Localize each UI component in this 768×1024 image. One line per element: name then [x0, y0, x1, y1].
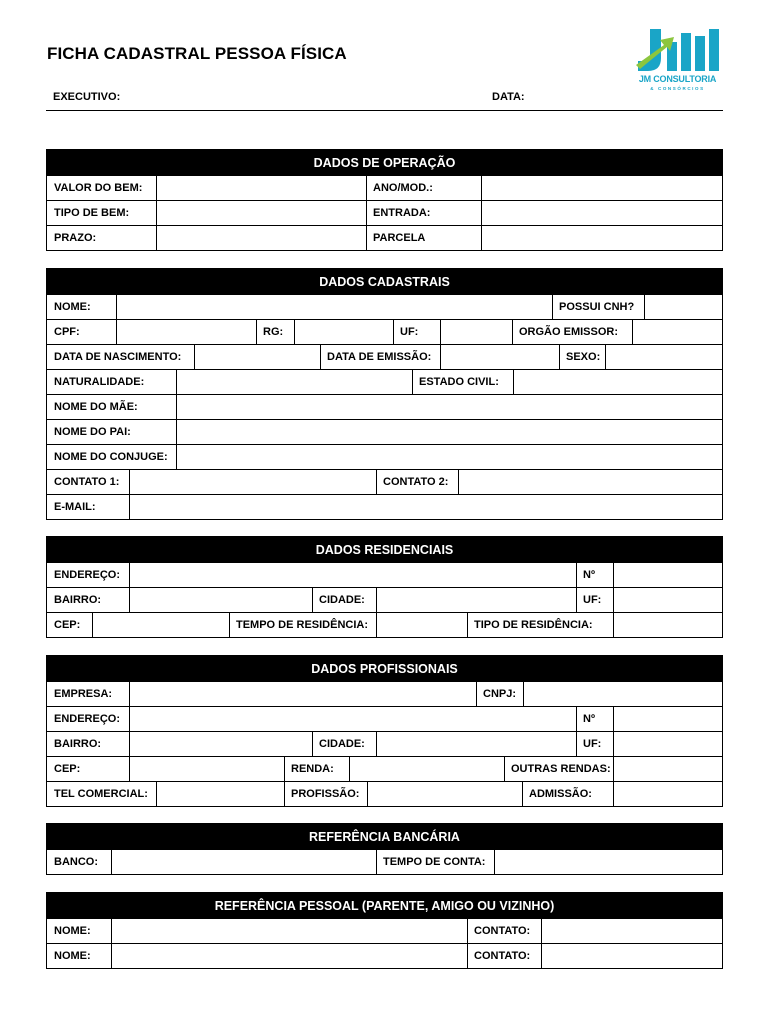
logo-name: JM CONSULTORIA: [638, 74, 717, 84]
numero-label: Nº: [583, 569, 595, 581]
cep-label: CEP:: [54, 619, 81, 631]
section-dados-residenciais: [46, 536, 723, 638]
tipo-bem-field[interactable]: [156, 201, 366, 225]
numero-field[interactable]: [613, 563, 722, 587]
endereco-field[interactable]: [129, 563, 576, 587]
data-emissao-field[interactable]: [440, 345, 559, 369]
valor-bem-field[interactable]: [156, 176, 366, 200]
form-row: [47, 943, 722, 968]
ref-nome-field[interactable]: [111, 919, 467, 943]
section-body: [47, 681, 722, 806]
ref-nome-label: NOME:: [54, 950, 91, 962]
estado-civil-field[interactable]: [513, 370, 722, 394]
section-dados-cadastrais: [46, 268, 723, 520]
cidade-field[interactable]: [376, 732, 576, 756]
form-row: [47, 294, 722, 319]
uf-field[interactable]: [440, 320, 512, 344]
parcela-field[interactable]: [481, 226, 722, 250]
section-referencia-bancaria: [46, 823, 723, 875]
uf-field[interactable]: [613, 732, 722, 756]
cpf-field[interactable]: [116, 320, 256, 344]
email-field[interactable]: [129, 495, 722, 519]
cpf-label: CPF:: [54, 326, 80, 338]
contato1-field[interactable]: [129, 470, 376, 494]
prazo-field[interactable]: [156, 226, 366, 250]
tipo-residencia-label: TIPO DE RESIDÊNCIA:: [474, 619, 593, 631]
form-row: [47, 444, 722, 469]
cidade-field[interactable]: [376, 588, 576, 612]
ref-contato-label: CONTATO:: [474, 950, 531, 962]
tempo-conta-field[interactable]: [494, 850, 722, 874]
orgao-emissor-label: ORGÃO EMISSOR:: [519, 326, 619, 338]
ref-contato-label: CONTATO:: [474, 925, 531, 937]
form-row: [47, 706, 722, 731]
numero-label: Nº: [583, 713, 595, 725]
possui-cnh-field[interactable]: [644, 295, 722, 319]
form-row: [47, 681, 722, 706]
section-title: REFERÊNCIA PESSOAL (PARENTE, AMIGO OU VIZINHO): [47, 893, 722, 918]
section-title: REFERÊNCIA BANCÁRIA: [47, 824, 722, 849]
form-row: [47, 612, 722, 637]
renda-label: RENDA:: [291, 763, 334, 775]
ano-mod-field[interactable]: [481, 176, 722, 200]
orgao-emissor-field[interactable]: [632, 320, 722, 344]
nome-conjuge-field[interactable]: [176, 445, 722, 469]
section-title: DADOS PROFISSIONAIS: [47, 656, 722, 681]
form-row: [47, 344, 722, 369]
rg-field[interactable]: [294, 320, 393, 344]
nome-label: NOME:: [54, 301, 91, 313]
tempo-residencia-field[interactable]: [376, 613, 467, 637]
tel-comercial-label: TEL COMERCIAL:: [54, 788, 148, 800]
endereco-label: ENDEREÇO:: [54, 713, 121, 725]
valor-bem-label: VALOR DO BEM:: [54, 182, 143, 194]
form-row: [47, 469, 722, 494]
possui-cnh-label: POSSUI CNH?: [559, 301, 635, 313]
outras-rendas-label: OUTRAS RENDAS:: [511, 763, 611, 775]
cep-label: CEP:: [54, 763, 81, 775]
empresa-label: EMPRESA:: [54, 688, 113, 700]
nome-mae-label: NOME DO MÃE:: [54, 401, 138, 413]
data-nascimento-field[interactable]: [194, 345, 320, 369]
section-body: [47, 562, 722, 637]
section-body: [47, 849, 722, 874]
naturalidade-field[interactable]: [176, 370, 412, 394]
form-row: [47, 319, 722, 344]
logo-subtitle: & CONSÓRCIOS: [650, 86, 705, 91]
empresa-field[interactable]: [129, 682, 476, 706]
section-body: [47, 918, 722, 968]
parcela-label: PARCELA: [373, 232, 426, 244]
bairro-field[interactable]: [129, 588, 312, 612]
form-row: [47, 781, 722, 806]
admissao-label: ADMISSÃO:: [529, 788, 592, 800]
uf-label: UF:: [583, 738, 602, 750]
bairro-field[interactable]: [129, 732, 312, 756]
admissao-field[interactable]: [613, 782, 722, 806]
ref-contato-field[interactable]: [541, 919, 722, 943]
nome-conjuge-label: NOME DO CONJUGE:: [54, 451, 168, 463]
header-divider: [46, 110, 723, 111]
data-label: DATA:: [492, 91, 525, 103]
tel-comercial-field[interactable]: [156, 782, 284, 806]
ref-contato-field[interactable]: [541, 944, 722, 968]
cidade-label: CIDADE:: [319, 738, 365, 750]
email-label: E-MAIL:: [54, 501, 96, 513]
ano-mod-label: ANO/MOD.:: [373, 182, 433, 194]
form-row: [47, 587, 722, 612]
cep-field[interactable]: [129, 757, 284, 781]
ref-nome-label: NOME:: [54, 925, 91, 937]
renda-field[interactable]: [349, 757, 504, 781]
section-dados-operacao: [46, 149, 723, 251]
nome-field[interactable]: [116, 295, 552, 319]
nome-pai-field[interactable]: [176, 420, 722, 444]
nome-mae-field[interactable]: [176, 395, 722, 419]
company-logo: [630, 25, 725, 97]
form-row: [47, 849, 722, 874]
page-title: FICHA CADASTRAL PESSOA FÍSICA: [47, 44, 347, 63]
section-body: [47, 294, 722, 519]
tipo-bem-label: TIPO DE BEM:: [54, 207, 130, 219]
section-referencia-pessoal: [46, 892, 723, 969]
executivo-label: EXECUTIVO:: [53, 91, 121, 103]
contato1-label: CONTATO 1:: [54, 476, 120, 488]
section-title: DADOS CADASTRAIS: [47, 269, 722, 294]
tipo-residencia-field[interactable]: [613, 613, 722, 637]
banco-label: BANCO:: [54, 856, 98, 868]
endereco-label: ENDEREÇO:: [54, 569, 121, 581]
tempo-residencia-label: TEMPO DE RESIDÊNCIA:: [236, 619, 369, 631]
form-row: [47, 394, 722, 419]
banco-field[interactable]: [111, 850, 376, 874]
outras-rendas-field[interactable]: [613, 757, 722, 781]
estado-civil-label: ESTADO CIVIL:: [419, 376, 499, 388]
bairro-label: BAIRRO:: [54, 594, 102, 606]
cnpj-label: CNPJ:: [483, 688, 517, 700]
form-row: [47, 731, 722, 756]
uf-label: UF:: [583, 594, 602, 606]
sexo-field[interactable]: [605, 345, 722, 369]
form-row: [47, 562, 722, 587]
sexo-label: SEXO:: [566, 351, 601, 363]
contato2-label: CONTATO 2:: [383, 476, 449, 488]
cnpj-field[interactable]: [523, 682, 722, 706]
contato2-field[interactable]: [458, 470, 722, 494]
tempo-conta-label: TEMPO DE CONTA:: [383, 856, 486, 868]
section-body: [47, 175, 722, 250]
data-emissao-label: DATA DE EMISSÃO:: [327, 351, 432, 363]
profissao-field[interactable]: [367, 782, 522, 806]
form-row: [47, 918, 722, 943]
form-row: [47, 756, 722, 781]
ref-nome-field[interactable]: [111, 944, 467, 968]
section-dados-profissionais: [46, 655, 723, 807]
logo-mark-icon: [630, 25, 725, 75]
bairro-label: BAIRRO:: [54, 738, 102, 750]
data-nascimento-label: DATA DE NASCIMENTO:: [54, 351, 182, 363]
form-row: [47, 200, 722, 225]
form-row: [47, 419, 722, 444]
section-title: DADOS RESIDENCIAIS: [47, 537, 722, 562]
cidade-label: CIDADE:: [319, 594, 365, 606]
nome-pai-label: NOME DO PAI:: [54, 426, 131, 438]
profissao-label: PROFISSÃO:: [291, 788, 360, 800]
cep-field[interactable]: [92, 613, 229, 637]
form-row: [47, 225, 722, 250]
endereco-field[interactable]: [129, 707, 576, 731]
form-row: [47, 175, 722, 200]
form-row: [47, 369, 722, 394]
entrada-label: ENTRADA:: [373, 207, 431, 219]
uf-field[interactable]: [613, 588, 722, 612]
uf-label: UF:: [400, 326, 419, 338]
prazo-label: PRAZO:: [54, 232, 97, 244]
rg-label: RG:: [263, 326, 284, 338]
numero-field[interactable]: [613, 707, 722, 731]
entrada-field[interactable]: [481, 201, 722, 225]
form-row: [47, 494, 722, 519]
section-title: DADOS DE OPERAÇÃO: [47, 150, 722, 175]
naturalidade-label: NATURALIDADE:: [54, 376, 145, 388]
